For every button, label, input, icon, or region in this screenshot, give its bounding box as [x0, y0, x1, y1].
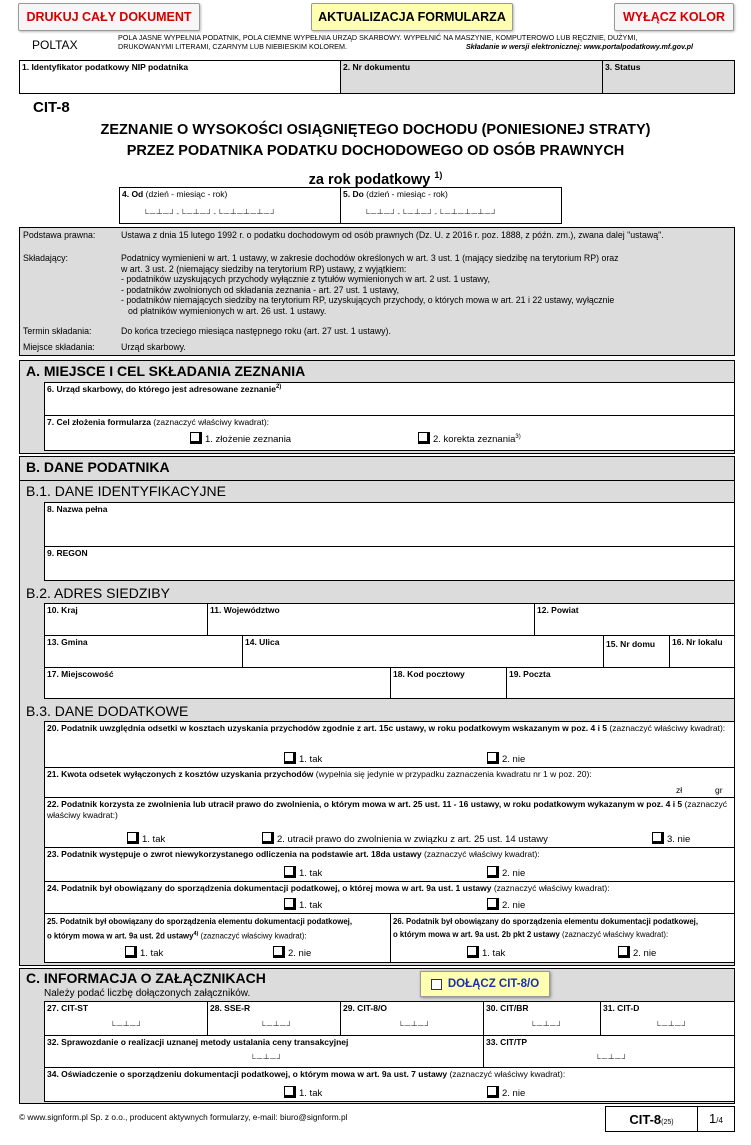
cit-st-field[interactable] — [44, 1001, 208, 1036]
no-label: 2. nie — [633, 948, 657, 959]
no-label: 2. nie — [502, 868, 526, 879]
postal-code-label: 18. Kod pocztowy — [393, 669, 465, 679]
house-number-field[interactable] — [603, 635, 670, 668]
checkbox-icon[interactable] — [127, 832, 139, 844]
cit-br-label: 30. CIT/BR — [486, 1003, 529, 1013]
no-label: 2. nie — [502, 900, 526, 911]
section-a-title: A. MIEJSCE I CEL SKŁADANIA ZEZNANIA — [26, 363, 306, 379]
place-label: Miejsce składania: — [23, 342, 95, 352]
correction-footnote: 3) — [515, 433, 521, 440]
deadline-label: Termin składania: — [23, 326, 92, 336]
form-code: CIT-8 — [33, 99, 70, 116]
filer-line: Podatnicy wymienieni w art. 1 ustawy, w zakresie dochodów określonych w art. 3 ust. 1 (mający siedzibę na terytorium RP) oraz — [121, 253, 619, 263]
checkbox-icon[interactable] — [284, 1086, 296, 1098]
divider — [19, 480, 735, 481]
cit-8o-field[interactable] — [340, 1001, 484, 1036]
house-number-label: 15. Nr domu — [606, 639, 656, 649]
checkbox-icon[interactable] — [284, 898, 296, 910]
excluded-interest-hint: (wypełnia się jedynie w przypadku zaznaczenia kwadratu nr 1 w poz. 20): — [315, 769, 592, 779]
color-off-button[interactable]: WYŁĄCZ KOLOR — [614, 3, 734, 31]
documentation-label: 24. Podatnik był obowiązany do sporządzenia dokumentacji podatkowej, o której mowa w art. 9a ust. 1 ustawy — [47, 883, 492, 893]
exemption-lost-label: 2. utracił prawo do zwolnienia w związku z art. 25 ust. 14 ustawy — [277, 834, 548, 845]
checkbox-icon[interactable] — [487, 866, 499, 878]
filer-line: - podatników uzyskujących przychody wyłącznie z tytułów wymienionych w art. 2 ust. 1 ustawy, — [121, 274, 490, 284]
county-field[interactable] — [534, 603, 735, 636]
date-mask-to: └─┴─┘-└─┴─┘-└─┴─┴─┴─┘ — [364, 209, 499, 218]
exemption-hint: (zaznaczyć właściwy kwadrat:) — [47, 799, 728, 820]
cit-d-label: 31. CIT-D — [603, 1003, 640, 1013]
city-label: 17. Miejscowość — [47, 669, 114, 679]
filer-text — [121, 253, 726, 316]
element-2b-label: 26. Podatnik był obowiązany do sporządzenia elementu dokumentacji podatkowej, — [393, 917, 699, 926]
checkbox-icon[interactable] — [652, 832, 664, 844]
tax-year-footnote: 1) — [434, 170, 443, 180]
section-b2-title: B.2. ADRES SIEDZIBY — [26, 585, 170, 601]
post-office-field[interactable] — [506, 667, 735, 699]
element-2d-no[interactable] — [273, 946, 311, 959]
refund-hint: (zaznaczyć właściwy kwadrat): — [423, 849, 540, 859]
footer-version: (25) — [661, 1118, 674, 1126]
yes-label: 1. tak — [299, 1088, 323, 1099]
full-name-label: 8. Nazwa pełna — [47, 504, 108, 514]
section-b3-title: B.3. DANE DODATKOWE — [26, 703, 189, 719]
checkbox-icon[interactable] — [467, 946, 479, 958]
header-note-line2: DRUKOWANYMI LITERAMI, CZARNYM LUB NIEBIESKIM KOLOREM. — [118, 41, 347, 51]
interest-costs-label: 20. Podatnik uwzględnia odsetki w kosztach uzyskania przychodów zgodnie z art. 15c ustawy, w roku podatkowym wskazanym w poz. 4 i 5 — [47, 723, 608, 733]
county-label: 12. Powiat — [537, 605, 579, 615]
section-c-title: C. INFORMACJA O ZAŁĄCZNIKACH — [26, 970, 266, 986]
filer-line: od płatników wymienionych w art. 26 ust. 1 ustawy. — [128, 305, 327, 316]
yes-label: 1. tak — [299, 900, 323, 911]
interest-costs-field — [44, 721, 735, 768]
post-office-label: 19. Poczta — [509, 669, 551, 679]
count-mask: └─┴─┘ — [655, 1021, 689, 1030]
exemption-label: 22. Podatnik korzysta ze zwolnienia lub utracił prawo do zwolnienia, o którym mowa w art. 25 ust. 11 - 16 ustawy, w roku podatkowym wykazanym w poz. 4 i 5 — [47, 799, 683, 809]
full-name-field[interactable] — [44, 502, 735, 547]
transfer-pricing-report-label: 32. Sprawozdanie o realizacji uznanej metody ustalania ceny transakcyjnej — [47, 1037, 349, 1047]
cit-d-field[interactable] — [600, 1001, 735, 1036]
checkbox-icon[interactable] — [487, 1086, 499, 1098]
element-2b-label2 — [393, 928, 732, 941]
cit-st-label: 27. CIT-ST — [47, 1003, 89, 1013]
footer-code: CIT-8 — [629, 1111, 662, 1127]
attach-cit8o-button[interactable] — [420, 971, 550, 997]
exemption-no-label: 3. nie — [667, 834, 691, 845]
count-mask: └─┴─┘ — [530, 1021, 564, 1030]
element-2d-ref: o którym mowa w art. 9a ust. 2d ustawy — [47, 931, 194, 941]
place-text: Urząd skarbowy. — [121, 342, 186, 352]
period-to-hint: (dzień - miesiąc - rok) — [366, 189, 448, 199]
checkbox-icon[interactable] — [273, 946, 285, 958]
count-mask: └─┴─┘ — [250, 1054, 284, 1063]
interest-costs-yes[interactable] — [284, 752, 322, 765]
no-label: 2. nie — [288, 948, 312, 959]
footer-copyright: © www.signform.pl Sp. z o.o., producent aktywnych formularzy, e-mail: biuro@signform.pl — [19, 1112, 348, 1122]
commune-field[interactable] — [44, 635, 243, 668]
element-2b-field — [390, 913, 735, 963]
footer-code-box — [606, 1107, 698, 1131]
title-line1: ZEZNANIE O WYSOKOŚCI OSIĄGNIĘTEGO DOCHODU (PONIESIONEJ STRATY) — [100, 122, 651, 138]
refund-yes[interactable] — [284, 866, 322, 879]
status-label: 3. Status — [605, 62, 641, 72]
sse-r-label: 28. SSE-R — [210, 1003, 251, 1013]
period-from-hint: (dzień - miesiąc - rok) — [145, 189, 228, 199]
checkbox-icon[interactable] — [125, 946, 137, 958]
cit-tp-field[interactable] — [483, 1035, 735, 1068]
tax-year-label: za rok podatkowy — [308, 171, 431, 188]
currency-zl: zł — [676, 785, 683, 795]
period-from-label: 4. Od — [122, 189, 144, 199]
exemption-lost[interactable] — [262, 832, 548, 845]
checkbox-icon[interactable] — [284, 866, 296, 878]
element-2d-footnote: 4) — [193, 931, 199, 937]
yes-label: 1. tak — [299, 868, 323, 879]
brand-label: POLTAX — [32, 38, 78, 52]
yes-label: 1. tak — [140, 948, 164, 959]
checkbox-icon[interactable] — [618, 946, 630, 958]
filer-label: Składający: — [23, 253, 68, 263]
city-field[interactable] — [44, 667, 391, 699]
form-purpose-label: 7. Cel złożenia formularza — [47, 417, 151, 427]
interest-costs-hint: (zaznaczyć właściwy kwadrat): — [609, 723, 726, 733]
purpose-option-correction[interactable] — [418, 432, 521, 445]
count-mask: └─┴─┘ — [260, 1021, 294, 1030]
element-2b-hint: (zaznaczyć właściwy kwadrat): — [562, 930, 669, 939]
checkbox-icon[interactable] — [262, 832, 274, 844]
count-mask: └─┴─┘ — [110, 1021, 144, 1030]
cit-br-field[interactable] — [483, 1001, 601, 1036]
documentation-statement-yes[interactable] — [284, 1086, 322, 1099]
element-2b-no[interactable] — [618, 946, 656, 959]
voivodeship-field[interactable] — [207, 603, 535, 636]
exemption-yes[interactable] — [127, 832, 165, 845]
currency-gr: gr — [715, 785, 723, 795]
nip-field[interactable] — [19, 60, 341, 94]
no-label: 2. nie — [502, 754, 526, 765]
date-mask-from: └─┴─┘-└─┴─┘-└─┴─┴─┴─┘ — [143, 209, 278, 218]
exemption-no[interactable] — [652, 832, 690, 845]
form-purpose-hint: (zaznaczyć właściwy kwadrat): — [153, 417, 270, 427]
attach-cit8o-label: DOŁĄCZ CIT-8/O — [447, 978, 540, 990]
checkbox-icon[interactable] — [190, 432, 202, 444]
documentation-statement-label: 34. Oświadczenie o sporządzeniu dokumentacji podatkowej, o którym mowa w art. 9a ust. 7 ustawy — [47, 1069, 448, 1079]
cit-tp-label: 33. CIT/TP — [486, 1037, 528, 1047]
sse-r-field[interactable] — [207, 1001, 341, 1036]
checkbox-icon[interactable] — [487, 898, 499, 910]
country-field[interactable] — [44, 603, 208, 636]
documentation-no[interactable] — [487, 898, 525, 911]
form-purpose-field — [44, 415, 735, 451]
period-to-label: 5. Do — [343, 189, 364, 199]
element-2d-label: 25. Podatnik był obowiązany do sporządzenia elementu dokumentacji podatkowej, — [47, 917, 353, 926]
period-to-field[interactable] — [340, 187, 562, 224]
yes-label: 1. tak — [142, 834, 166, 845]
filer-line: - podatników zwolnionych od składania zeznania - art. 27 ust. 1 ustawy, — [121, 284, 400, 295]
tax-office-label: 6. Urząd skarbowy, do którego jest adresowane zeznanie — [47, 384, 276, 394]
yes-label: 1. tak — [299, 754, 323, 765]
cit-8o-label: 29. CIT-8/O — [343, 1003, 387, 1013]
section-b1-title: B.1. DANE IDENTYFIKACYJNE — [26, 483, 226, 499]
regon-field[interactable] — [44, 546, 735, 581]
element-2b-ref: o którym mowa w art. 9a ust. 2b pkt 2 ustawy — [393, 930, 560, 939]
footer-page-box — [698, 1110, 734, 1128]
apartment-number-label: 16. Nr lokalu — [672, 637, 723, 647]
excluded-interest-field[interactable] — [44, 767, 735, 798]
doc-number-field — [340, 60, 603, 94]
tax-office-field[interactable] — [44, 382, 735, 416]
checkbox-icon[interactable] — [487, 752, 499, 764]
header-note — [118, 34, 738, 51]
element-2d-hint: (zaznaczyć właściwy kwadrat): — [200, 931, 307, 941]
basis-label: Podstawa prawna: — [23, 230, 96, 240]
tax-office-footnote: 2) — [275, 384, 282, 391]
element-2b-yes[interactable] — [467, 946, 505, 959]
checkbox-icon[interactable] — [431, 979, 442, 990]
footer-form-id — [605, 1106, 735, 1132]
filer-line: w art. 3 ust. 2 (niemający siedziby na terytorium RP) ustawy, z wyjątkiem: — [121, 263, 407, 274]
checkbox-icon[interactable] — [418, 432, 430, 444]
regon-label: 9. REGON — [47, 548, 88, 558]
voivodeship-label: 11. Województwo — [210, 605, 280, 615]
update-form-button[interactable]: AKTUALIZACJA FORMULARZA — [311, 3, 513, 31]
no-label: 2. nie — [502, 1088, 526, 1099]
section-b-title: B. DANE PODATNIKA — [26, 459, 170, 475]
transfer-pricing-report-field[interactable] — [44, 1035, 484, 1068]
header-note-line1: POLA JASNE WYPEŁNIA PODATNIK, POLA CIEMNE WYPEŁNIA URZĄD SKARBOWY. WYPEŁNIĆ NA MASZYNIE, KOMPUTEROWO LUB RĘCZNIE, DUŻYMI, — [118, 33, 638, 42]
refund-field — [44, 847, 735, 882]
deadline-text: Do końca trzeciego miesiąca następnego roku (art. 27 ust. 1 ustawy). — [121, 326, 391, 336]
country-label: 10. Kraj — [47, 605, 78, 615]
footer-page: 1 — [709, 1111, 717, 1126]
element-2d-label2 — [47, 928, 388, 943]
refund-no[interactable] — [487, 866, 525, 879]
header-note-eservice: Składanie w wersji elektronicznej: www.portalpodatkowy.mf.gov.pl — [465, 41, 693, 51]
checkbox-icon[interactable] — [284, 752, 296, 764]
apartment-number-field[interactable] — [669, 635, 735, 668]
street-label: 14. Ulica — [245, 637, 280, 647]
yes-label: 1. tak — [482, 948, 506, 959]
header-note-row — [118, 43, 738, 52]
street-field[interactable] — [242, 635, 604, 668]
purpose-option-filing[interactable] — [190, 432, 291, 445]
section-c-subtitle: Należy podać liczbę dołączonych załączników. — [44, 988, 251, 999]
postal-code-field[interactable] — [390, 667, 507, 699]
period-from-field[interactable] — [119, 187, 341, 224]
status-field — [602, 60, 735, 94]
purpose-option-filing-label: 1. złożenie zeznania — [205, 434, 292, 445]
purpose-option-correction-label: 2. korekta zeznania — [433, 434, 516, 445]
documentation-statement-field — [44, 1067, 735, 1102]
basis-text: Ustawa z dnia 15 lutego 1992 r. o podatku dochodowym od osób prawnych (Dz. U. z 2016 r. poz. 1888, z późn. zm.), zwana dalej "ustawą". — [121, 230, 664, 240]
count-mask: └─┴─┘ — [595, 1054, 629, 1063]
element-2d-field — [44, 913, 391, 963]
print-all-button[interactable]: DRUKUJ CAŁY DOKUMENT — [18, 3, 200, 31]
element-2d-yes[interactable] — [125, 946, 163, 959]
documentation-yes[interactable] — [284, 898, 322, 911]
filer-line: - podatników niemających siedziby na terytorium RP, uzyskujących przychody, o których mowa w art. 21 i 22 ustawy, wyłącznie — [121, 295, 615, 305]
documentation-hint: (zaznaczyć właściwy kwadrat): — [493, 883, 610, 893]
refund-label: 23. Podatnik występuje o zwrot niewykorzystanego odliczenia na podstawie art. 18da ustawy — [47, 849, 422, 859]
documentation-statement-hint: (zaznaczyć właściwy kwadrat): — [449, 1069, 566, 1079]
title-line2: PRZEZ PODATNIKA PODATKU DOCHODOWEGO OD OSÓB PRAWNYCH — [126, 143, 625, 159]
page-title — [0, 120, 751, 191]
interest-costs-no[interactable] — [487, 752, 525, 765]
documentation-statement-no[interactable] — [487, 1086, 525, 1099]
nip-label: 1. Identyfikator podatkowy NIP podatnika — [22, 62, 189, 72]
commune-label: 13. Gmina — [47, 637, 88, 647]
doc-number-label: 2. Nr dokumentu — [343, 62, 411, 72]
footer-pages: /4 — [716, 1116, 723, 1125]
documentation-field — [44, 881, 735, 914]
count-mask: └─┴─┘ — [398, 1021, 432, 1030]
excluded-interest-label: 21. Kwota odsetek wyłączonych z kosztów uzyskania przychodów — [47, 769, 314, 779]
